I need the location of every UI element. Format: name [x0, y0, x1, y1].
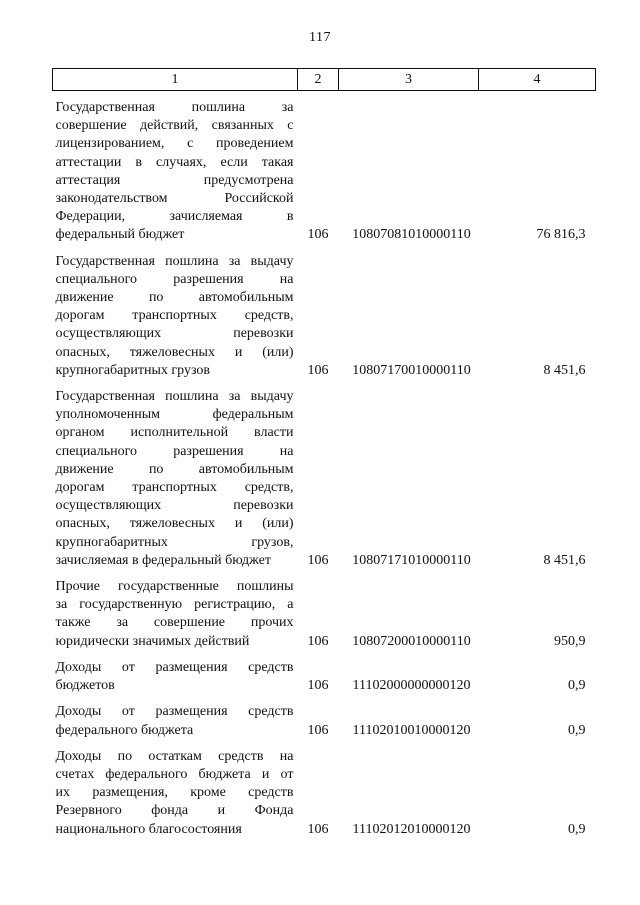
amount-cell: 76 816,3 — [536, 227, 586, 243]
revenue-name-line: Доходы по остаткам средств на — [55, 748, 294, 764]
classification-code-cell: 11102000000000120 — [352, 678, 471, 694]
revenue-name-line: Государственная пошлина за выдачу — [55, 253, 294, 269]
revenue-name-line: аттестации в случаях, если такая — [55, 154, 294, 170]
revenue-name-line: органом исполнительной власти — [55, 425, 294, 441]
row-spacer-cell — [53, 570, 596, 578]
revenue-name-line: движение по автомобильным — [55, 461, 294, 477]
column-header-2: 2 — [298, 69, 339, 91]
revenue-name-line: дорогам транспортных средств, — [55, 308, 294, 324]
administrator-code-cell: 106 — [307, 678, 329, 694]
revenue-name-line: Доходы от размещения средств — [55, 704, 294, 720]
revenue-name-line: счетах федерального бюджета и от — [55, 766, 294, 782]
revenue-name-line: также за совершение прочих — [55, 615, 294, 631]
administrator-code-cell: 106 — [307, 227, 329, 243]
page-number: 117 — [309, 30, 331, 45]
revenue-name-line: совершение действий, связанных с — [55, 118, 294, 134]
row-spacer — [53, 651, 596, 659]
revenue-name-cell — [53, 659, 298, 695]
revenue-name-cell — [53, 253, 298, 380]
revenue-name-cell — [53, 703, 298, 739]
revenue-name-line: их размещения, кроме средств — [55, 785, 294, 801]
revenue-name-line: опасных, тяжеловесных и (или) — [55, 516, 294, 532]
revenue-name-line: Прочие государственные пошлины — [55, 579, 294, 595]
row-spacer — [53, 91, 596, 100]
row-spacer-cell — [53, 740, 596, 748]
revenue-name-cell — [53, 388, 298, 570]
revenue-name-line: федерального бюджета — [55, 722, 194, 738]
administrator-code-cell: 106 — [307, 552, 329, 568]
row-spacer-cell — [53, 380, 596, 388]
revenue-name-line: Доходы от размещения средств — [55, 659, 294, 675]
table-row — [53, 253, 596, 380]
revenue-name-line: специального разрешения на — [55, 443, 294, 459]
revenue-name-line: федеральный бюджет — [55, 227, 185, 243]
amount-cell: 8 451,6 — [543, 552, 586, 568]
amount-cell: 0,9 — [568, 821, 586, 837]
row-spacer — [53, 570, 596, 578]
table-body — [53, 91, 596, 839]
amount-cell: 950,9 — [554, 633, 586, 649]
amount-cell: 8 451,6 — [543, 362, 586, 378]
revenue-name-line: лицензированием, с проведением — [55, 136, 294, 152]
row-spacer-cell — [53, 651, 596, 659]
revenue-name-line: Государственная пошлина за — [55, 100, 294, 115]
administrator-code-cell: 106 — [307, 362, 329, 378]
revenue-name-line: бюджетов — [55, 678, 115, 694]
administrator-code-cell: 106 — [307, 722, 329, 738]
row-spacer — [53, 740, 596, 748]
revenue-name-line: дорогам транспортных средств, — [55, 480, 294, 496]
row-spacer — [53, 695, 596, 703]
table-row — [53, 388, 596, 570]
revenue-name-line: движение по автомобильным — [55, 290, 294, 306]
table-row — [53, 659, 596, 695]
classification-code-cell: 10807081010000110 — [352, 227, 471, 243]
table-row — [53, 578, 596, 651]
table-row — [53, 703, 596, 739]
column-header-3: 3 — [339, 69, 479, 91]
amount-cell: 0,9 — [568, 722, 586, 738]
revenue-name-line: национального благосостояния — [55, 821, 242, 837]
table-header — [53, 69, 596, 91]
revenue-name-line: крупногабаритных грузов — [55, 362, 211, 378]
classification-code-cell: 11102012010000120 — [352, 821, 471, 837]
row-spacer-cell — [53, 245, 596, 253]
revenue-name-cell — [53, 748, 298, 839]
revenue-name-line: осуществляющих перевозки — [55, 498, 294, 514]
administrator-code-cell: 106 — [307, 633, 329, 649]
row-spacer — [53, 245, 596, 253]
revenue-name-line: опасных, тяжеловесных и (или) — [55, 344, 294, 360]
column-header-1: 1 — [53, 69, 298, 91]
revenue-name-line: осуществляющих перевозки — [55, 326, 294, 342]
revenue-table — [52, 68, 596, 839]
revenue-name-line: аттестация предусмотрена — [55, 172, 294, 188]
classification-code-cell: 10807170010000110 — [352, 362, 471, 378]
classification-code-cell: 10807200010000110 — [352, 633, 471, 649]
header-row — [53, 69, 596, 91]
revenue-name-line: за государственную регистрацию, а — [55, 597, 294, 613]
revenue-name-line: крупногабаритных грузов, — [55, 534, 294, 550]
row-spacer — [53, 380, 596, 388]
revenue-name-line: Резервного фонда и Фонда — [55, 803, 294, 819]
table-row — [53, 748, 596, 839]
revenue-name-line: законодательством Российской — [55, 191, 294, 207]
administrator-code-cell: 106 — [307, 821, 329, 837]
revenue-name-line: Федерации, зачисляемая в — [55, 209, 294, 225]
row-spacer-cell — [53, 91, 596, 100]
revenue-name-line: специального разрешения на — [55, 271, 294, 287]
revenue-name-line: уполномоченным федеральным — [55, 407, 294, 423]
row-spacer-cell — [53, 695, 596, 703]
classification-code-cell: 10807171010000110 — [352, 552, 471, 568]
revenue-name-cell — [53, 99, 298, 245]
table-row — [53, 99, 596, 245]
revenue-name-line: юридически значимых действий — [55, 633, 250, 649]
revenue-name-cell — [53, 578, 298, 651]
revenue-name-line: Государственная пошлина за выдачу — [55, 389, 294, 405]
classification-code-cell: 11102010010000120 — [352, 722, 471, 738]
revenue-name-line: зачисляемая в федеральный бюджет — [55, 552, 271, 568]
column-header-4: 4 — [479, 69, 596, 91]
amount-cell: 0,9 — [568, 678, 586, 694]
